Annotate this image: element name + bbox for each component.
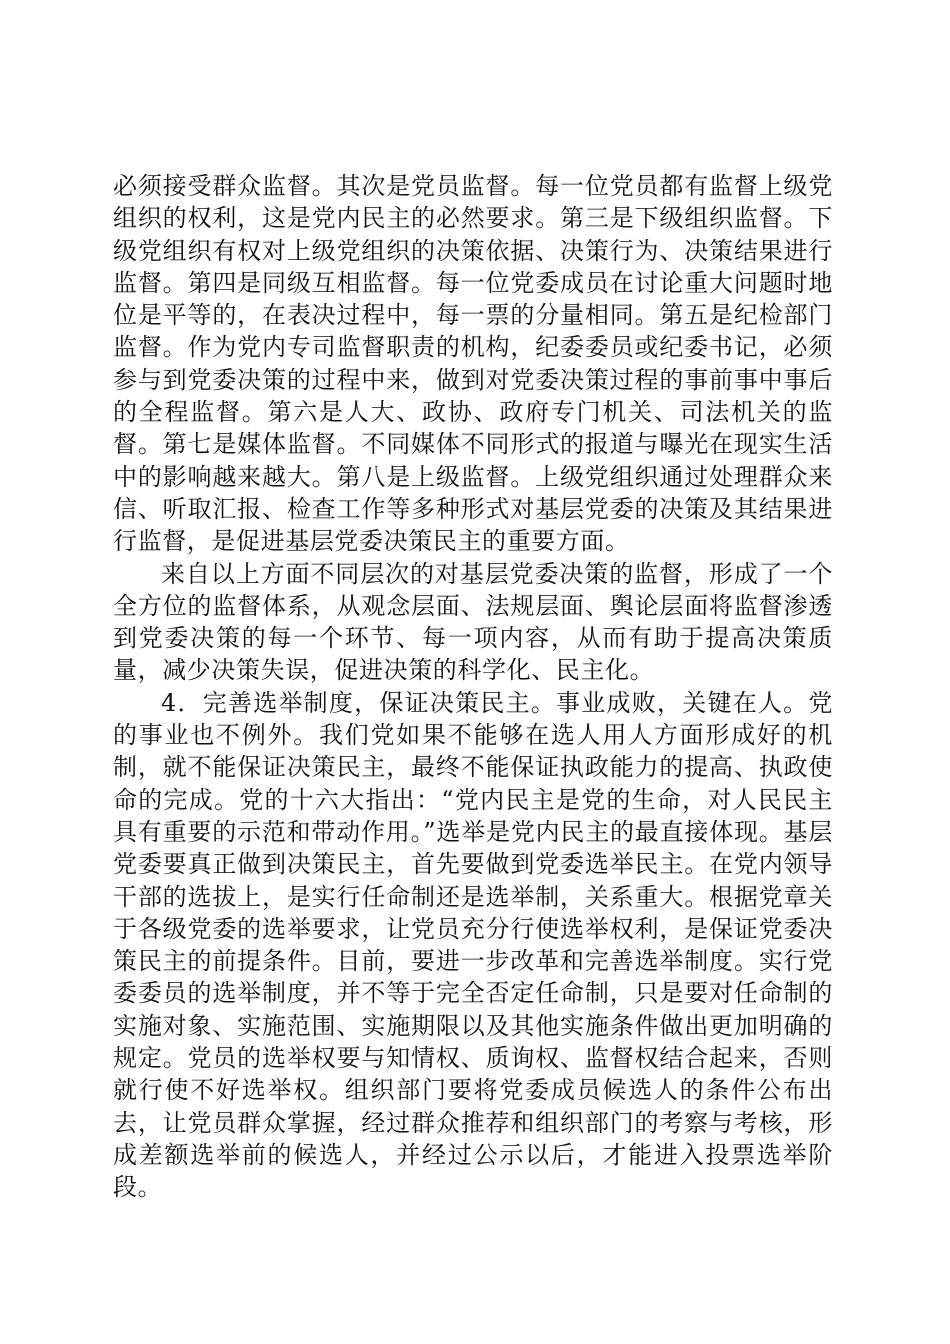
document-page bbox=[113, 170, 833, 1204]
paragraph-supervision-sources: 必须接受群众监督。其次是党员监督。每一位党员都有监督上级党组织的权利，这是党内民主的必然要求。第三是下级组织监督。下级党组织有权对上级党组织的决策依据、决策行为、决策结果进行监督。第四是同级互相监督。每一位党委成员在讨论重大问题时地位是平等的，在表决过程中，每一票的分量相同。第五是纪检部门监督。作为党内专司监督职责的机构，纪委委员或纪委书记，必须参与到党委决策的过程中来，做到对党委决策过程的事前事中事后的全程监督。第六是人大、政协、政府专门机关、司法机关的监督。第七是媒体监督。不同媒体不同形式的报道与曝光在现实生活中的影响越来越大。第八是上级监督。上级党组织通过处理群众来信、听取汇报、检查工作等多种形式对基层党委的决策及其结果进行监督，是促进基层党委决策民主的重要方面。 bbox=[113, 172, 833, 556]
paragraph-election-system: 4．完善选举制度，保证决策民主。事业成败，关键在人。党的事业也不例外。我们党如果不能够在选人用人方面形成好的机制，就不能保证决策民主，最终不能保证执政能力的提高、执政使命的完成。党的十六大指出：“党内民主是党的生命，对人民民主具有重要的示范和带动作用。”选举是党内民主的最直接体现。基层党委要真正做到决策民主，首先要做到党委选举民主。在党内领导干部的选拔上，是实行任命制还是选举制，关系重大。根据党章关于各级党委的选举要求，让党员充分行使选举权利，是保证党委决策民主的前提条件。目前，要进一步改革和完善选举制度。实行党委委员的选举制度，并不等于完全否定任命制，只是要对任命制的实施对象、实施范围、实施期限以及其他实施条件做出更加明确的规定。党员的选举权要与知情权、质询权、监督权结合起来，否则就行使不好选举权。组织部门要将党委成员候选人的条件公布出去，让党员群众掌握，经过群众推荐和组织部门的考察与考核，形成差额选举前的候选人，并经过公示以后，才能进入投票选举阶段。 bbox=[113, 688, 833, 1202]
paragraph-supervision-system: 来自以上方面不同层次的对基层党委决策的监督，形成了一个全方位的监督体系，从观念层面、法规层面、舆论层面将监督渗透到党委决策的每一个环节、每一项内容，从而有助于提高决策质量，减少决策失误，促进决策的科学化、民主化。 bbox=[113, 559, 833, 685]
